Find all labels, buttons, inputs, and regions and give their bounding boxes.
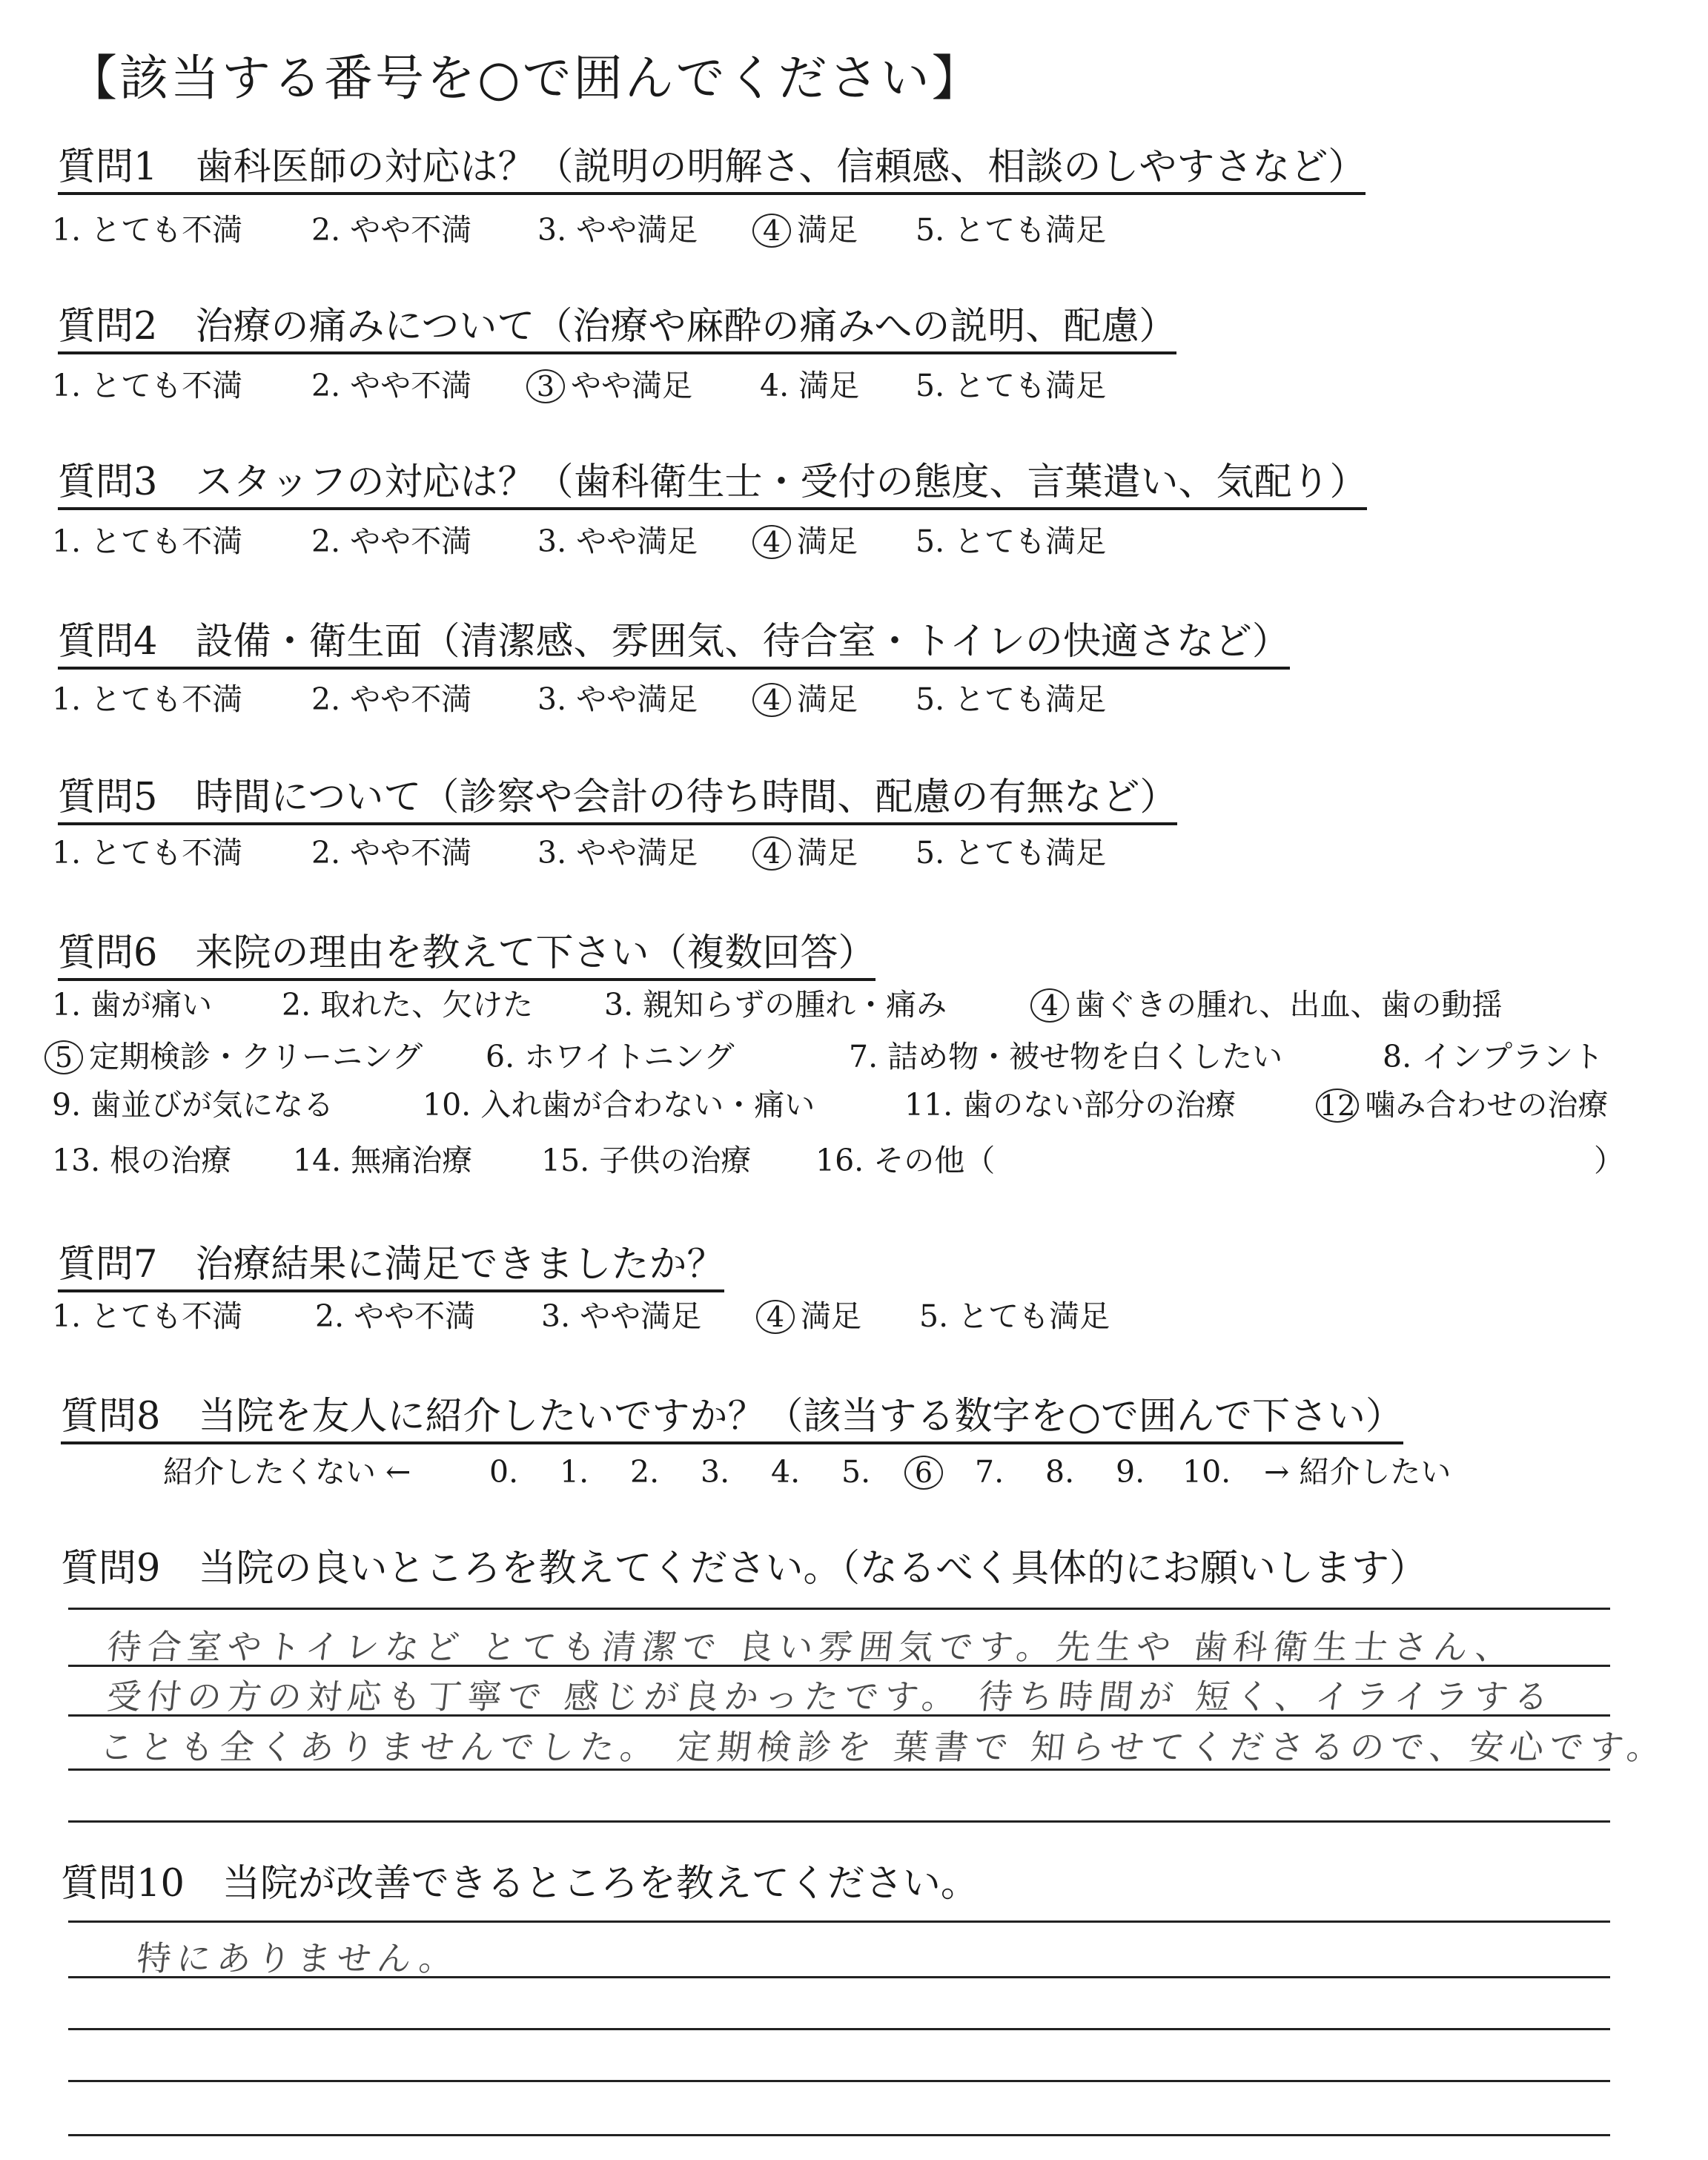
scale-7[interactable]: 7.	[975, 1454, 1004, 1490]
option-5[interactable]: 5. とても満足	[916, 524, 1107, 559]
option-4-selected[interactable]	[752, 211, 858, 248]
answer-line	[68, 1714, 1610, 1717]
question-10-title: 質問10 当院が改善できるところを教えてください。	[61, 1862, 979, 1906]
option-2[interactable]: 2. やや不満	[311, 524, 472, 559]
question-2-title: 質問2 治療の痛みについて（治療や麻酔の痛みへの説明、配慮）	[58, 304, 1176, 354]
selection-circle: 6	[904, 1456, 943, 1490]
question-8-title: 質問8 当院を友人に紹介したいですか？（該当する数字を○で囲んで下さい）	[61, 1394, 1403, 1444]
option-2[interactable]: 2. やや不満	[311, 212, 472, 248]
option-2[interactable]: 2. やや不満	[311, 835, 472, 871]
answer-line	[68, 2080, 1610, 2082]
option-2[interactable]: 2. やや不満	[311, 681, 472, 717]
survey-heading: 【該当する番号を○で囲んでください】	[68, 50, 983, 107]
option-4-selected[interactable]	[1030, 986, 1502, 1023]
option-10[interactable]: 10. 入れ歯が合わない・痛い	[423, 1087, 815, 1123]
scale-1[interactable]: 1.	[560, 1454, 589, 1490]
option-14[interactable]: 14. 無痛治療	[293, 1143, 473, 1178]
option-1[interactable]: 1. とても不満	[52, 524, 243, 559]
option-1[interactable]: 1. 歯が痛い	[52, 987, 213, 1023]
option-5[interactable]: 5. とても満足	[916, 681, 1107, 717]
option-5[interactable]: 5. とても満足	[916, 368, 1107, 403]
question-1-title: 質問1 歯科医師の対応は？（説明の明解さ、信頼感、相談のしやすさなど）	[58, 145, 1366, 195]
option-label: 満足	[801, 1298, 861, 1334]
scale-3[interactable]: 3.	[701, 1454, 730, 1490]
answer-line	[68, 2028, 1610, 2030]
question-4-title: 質問4 設備・衛生面（清潔感、雰囲気、待合室・トイレの快適さなど）	[58, 619, 1290, 670]
option-3-selected[interactable]	[526, 367, 692, 404]
scale-0[interactable]: 0.	[489, 1454, 519, 1490]
option-11[interactable]: 11. 歯のない部分の治療	[904, 1087, 1237, 1123]
option-5[interactable]: 5. とても満足	[916, 835, 1107, 871]
option-1[interactable]: 1. とても不満	[52, 835, 243, 871]
option-label: 噛み合わせの治療	[1365, 1087, 1609, 1123]
scale-4[interactable]: 4.	[771, 1454, 801, 1490]
scale-8[interactable]: 8.	[1045, 1454, 1075, 1490]
option-4[interactable]: 4. 満足	[760, 368, 860, 403]
option-5[interactable]: 5. とても満足	[916, 212, 1107, 248]
selection-circle: 5	[44, 1040, 83, 1074]
question-9-title: 質問9 当院の良いところを教えてください。（なるべく具体的にお願いします）	[61, 1547, 1427, 1591]
answer-line	[68, 2134, 1610, 2136]
scale-9[interactable]: 9.	[1116, 1454, 1145, 1490]
answer-text: 待合室やトイレなど とても清潔で 良い雰囲気です。先生や 歯科衛生士さん、	[105, 1627, 1518, 1667]
handwritten-answer-line-1[interactable]	[107, 1620, 1516, 1669]
scale-low-label: 紹介したくない ←	[163, 1454, 411, 1490]
option-16-close-paren: ）	[1594, 1143, 1624, 1178]
question-3-title: 質問3 スタッフの対応は？（歯科衛生士・受付の態度、言葉遣い、気配り）	[58, 460, 1367, 510]
answer-line	[68, 1976, 1610, 1978]
selection-circle: 4	[752, 214, 791, 248]
option-label: 歯ぐきの腫れ、出血、歯の動揺	[1075, 987, 1503, 1023]
scale-5[interactable]: 5.	[841, 1454, 871, 1490]
scale-2[interactable]: 2.	[630, 1454, 660, 1490]
option-2[interactable]: 2. やや不満	[311, 368, 472, 403]
option-label: 満足	[797, 835, 858, 871]
option-label: 定期検診・クリーニング	[89, 1039, 423, 1074]
option-9[interactable]: 9. 歯並びが気になる	[52, 1087, 334, 1123]
option-label: 満足	[797, 212, 858, 248]
answer-line	[68, 1665, 1610, 1667]
selection-circle: 12	[1316, 1089, 1359, 1123]
handwritten-answer-line-3[interactable]	[97, 1720, 1669, 1769]
option-1[interactable]: 1. とても不満	[52, 1298, 243, 1334]
handwritten-answer-line-2[interactable]	[107, 1670, 1555, 1719]
question-6-title: 質問6 来院の理由を教えて下さい（複数回答）	[58, 931, 875, 981]
option-16[interactable]: 16. その他（	[815, 1143, 996, 1178]
option-1[interactable]: 1. とても不満	[52, 681, 243, 717]
answer-line	[68, 1920, 1610, 1923]
option-label: 満足	[797, 524, 858, 559]
option-2[interactable]: 2. 取れた、欠けた	[282, 987, 534, 1023]
option-7[interactable]: 7. 詰め物・被せ物を白くしたい	[849, 1039, 1283, 1074]
answer-line	[68, 1608, 1610, 1610]
answer-text: 特にありません。	[134, 1938, 462, 1978]
selection-circle: 3	[526, 369, 565, 403]
option-3[interactable]: 3. やや満足	[541, 1298, 702, 1334]
scale-10[interactable]: 10.	[1182, 1454, 1231, 1490]
option-4-selected[interactable]	[756, 1298, 861, 1335]
handwritten-answer-line-1[interactable]	[134, 1932, 462, 1981]
option-15[interactable]: 15. 子供の治療	[541, 1143, 752, 1178]
answer-line	[68, 1768, 1610, 1771]
selection-circle: 4	[752, 525, 791, 559]
option-3[interactable]: 3. 親知らずの腫れ・痛み	[604, 987, 947, 1023]
answer-text: 受付の方の対応も丁寧で 感じが良かったです。 待ち時間が 短く、イライラする	[105, 1677, 1557, 1717]
question-5-title: 質問5 時間について（診察や会計の待ち時間、配慮の有無など）	[58, 775, 1177, 825]
option-3[interactable]: 3. やや満足	[537, 524, 698, 559]
selection-circle: 4	[1030, 988, 1069, 1023]
option-4-selected[interactable]	[752, 681, 858, 718]
option-6[interactable]: 6. ホワイトニング	[486, 1039, 735, 1074]
selection-circle: 4	[752, 683, 791, 717]
answer-text: ことも全くありませんでした。 定期検診を 葉書で 知らせてくださるので、安心です。	[97, 1727, 1669, 1767]
option-3[interactable]: 3. やや満足	[537, 835, 698, 871]
option-5[interactable]: 5. とても満足	[919, 1298, 1110, 1334]
selection-circle: 4	[756, 1300, 795, 1334]
option-2[interactable]: 2. やや不満	[315, 1298, 476, 1334]
scale-6-selected[interactable]	[904, 1453, 949, 1490]
option-1[interactable]: 1. とても不満	[52, 212, 243, 248]
question-7-title: 質問7 治療結果に満足できましたか？	[58, 1242, 724, 1292]
option-label: 満足	[797, 681, 858, 717]
answer-line	[68, 1820, 1610, 1823]
option-3[interactable]: 3. やや満足	[537, 212, 698, 248]
scale-high-label: → 紹介したい	[1264, 1454, 1452, 1490]
selection-circle: 4	[752, 836, 791, 871]
option-4-selected[interactable]	[752, 523, 858, 560]
option-3[interactable]: 3. やや満足	[537, 681, 698, 717]
option-12-selected[interactable]	[1316, 1086, 1608, 1123]
option-5-selected[interactable]	[44, 1038, 423, 1075]
option-label: やや満足	[571, 368, 692, 403]
option-8[interactable]: 8. インプラント	[1383, 1039, 1604, 1074]
option-4-selected[interactable]	[752, 834, 858, 871]
option-1[interactable]: 1. とても不満	[52, 368, 243, 403]
option-13[interactable]: 13. 根の治療	[52, 1143, 232, 1178]
